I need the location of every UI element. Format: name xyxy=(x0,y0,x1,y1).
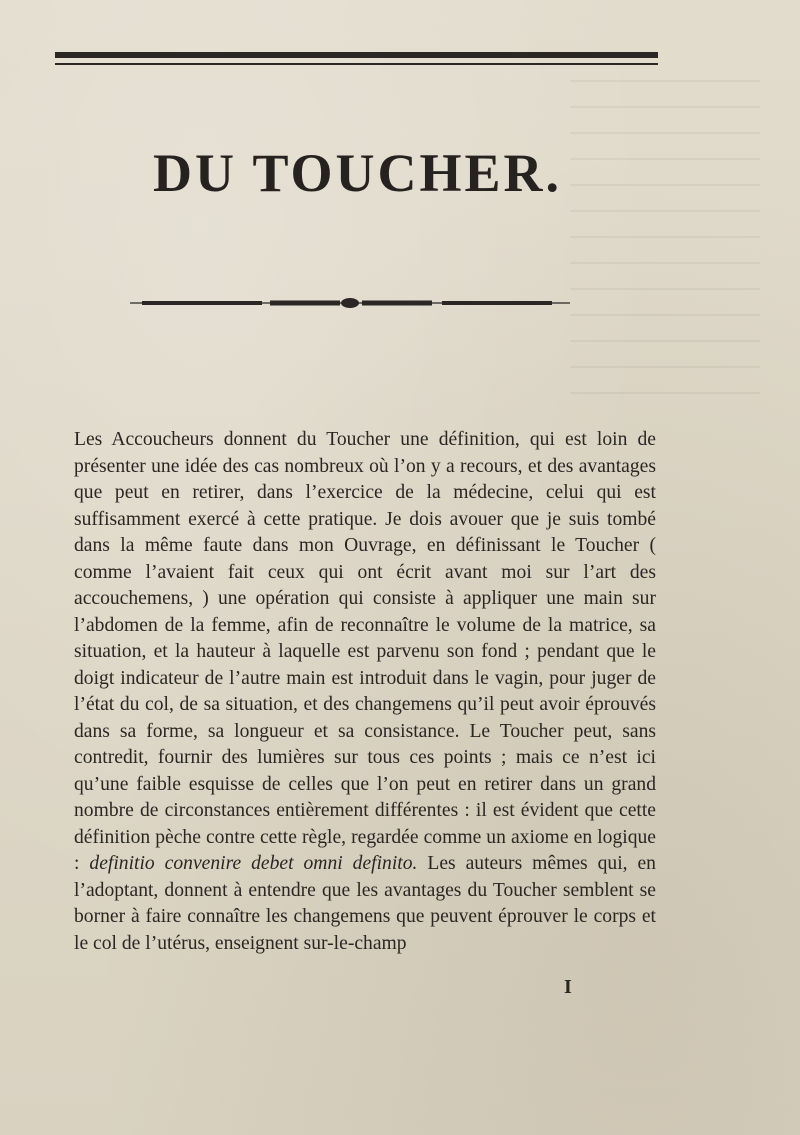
header-rule-thin xyxy=(55,63,658,65)
paragraph-text-after-latin: Les auteurs mêmes qui, en l’adoptant, donnent à entendre que les avantages du Toucher semblent se borner à faire connaître les changemens que peuvent éprouver le corps et le col de l’utérus, enseignent sur-le-champ xyxy=(74,853,656,954)
paragraph-text-before-latin: Les Accoucheurs donnent du Toucher une définition, qui est loin de présenter une idée des cas nombreux où l’on y a recours, et des avantages que peut en retirer, dans l’exercice de la médecine, celui qui est suffisamment exercé à cette pratique. Je dois avouer que je suis tombé dans la même faute dans mon Ouvrage, en définissant le Toucher ( comme l’avaient fait ceux qui ont écrit avant moi sur l’art des accouchemens, ) une opération qui consiste à appliquer une main sur l’abdomen de la femme, afin de reconnaître le volume de la matrice, sa situation, et la hauteur à laquelle est parvenu son fond ; pendant que le doigt indicateur de l’autre main est introduit dans le vagin, pour juger de l’état du col, de sa situation, et des changemens qu’il peut avoir éprouvés dans sa forme, sa longueur et sa consistance. Le Toucher peut, sans contredit, fournir des lumières sur tous ces points ; mais ce n’est ici qu’une faible esquisse de celles que l’on peut en retirer dans un grand nombre de circonstances entièrement différentes : il est évident que cette définition pèche contre cette règle, regardée comme un axiome en logique : xyxy=(74,429,656,874)
body-paragraph xyxy=(74,427,656,957)
latin-phrase: definitio convenire debet omni definito. xyxy=(89,853,418,874)
ornamental-divider xyxy=(130,296,570,310)
chapter-title: DU TOUCHER. xyxy=(152,143,563,203)
bleed-through-shadow xyxy=(570,80,760,410)
header-rule-thick xyxy=(55,52,658,58)
signature-mark: I xyxy=(564,976,572,998)
